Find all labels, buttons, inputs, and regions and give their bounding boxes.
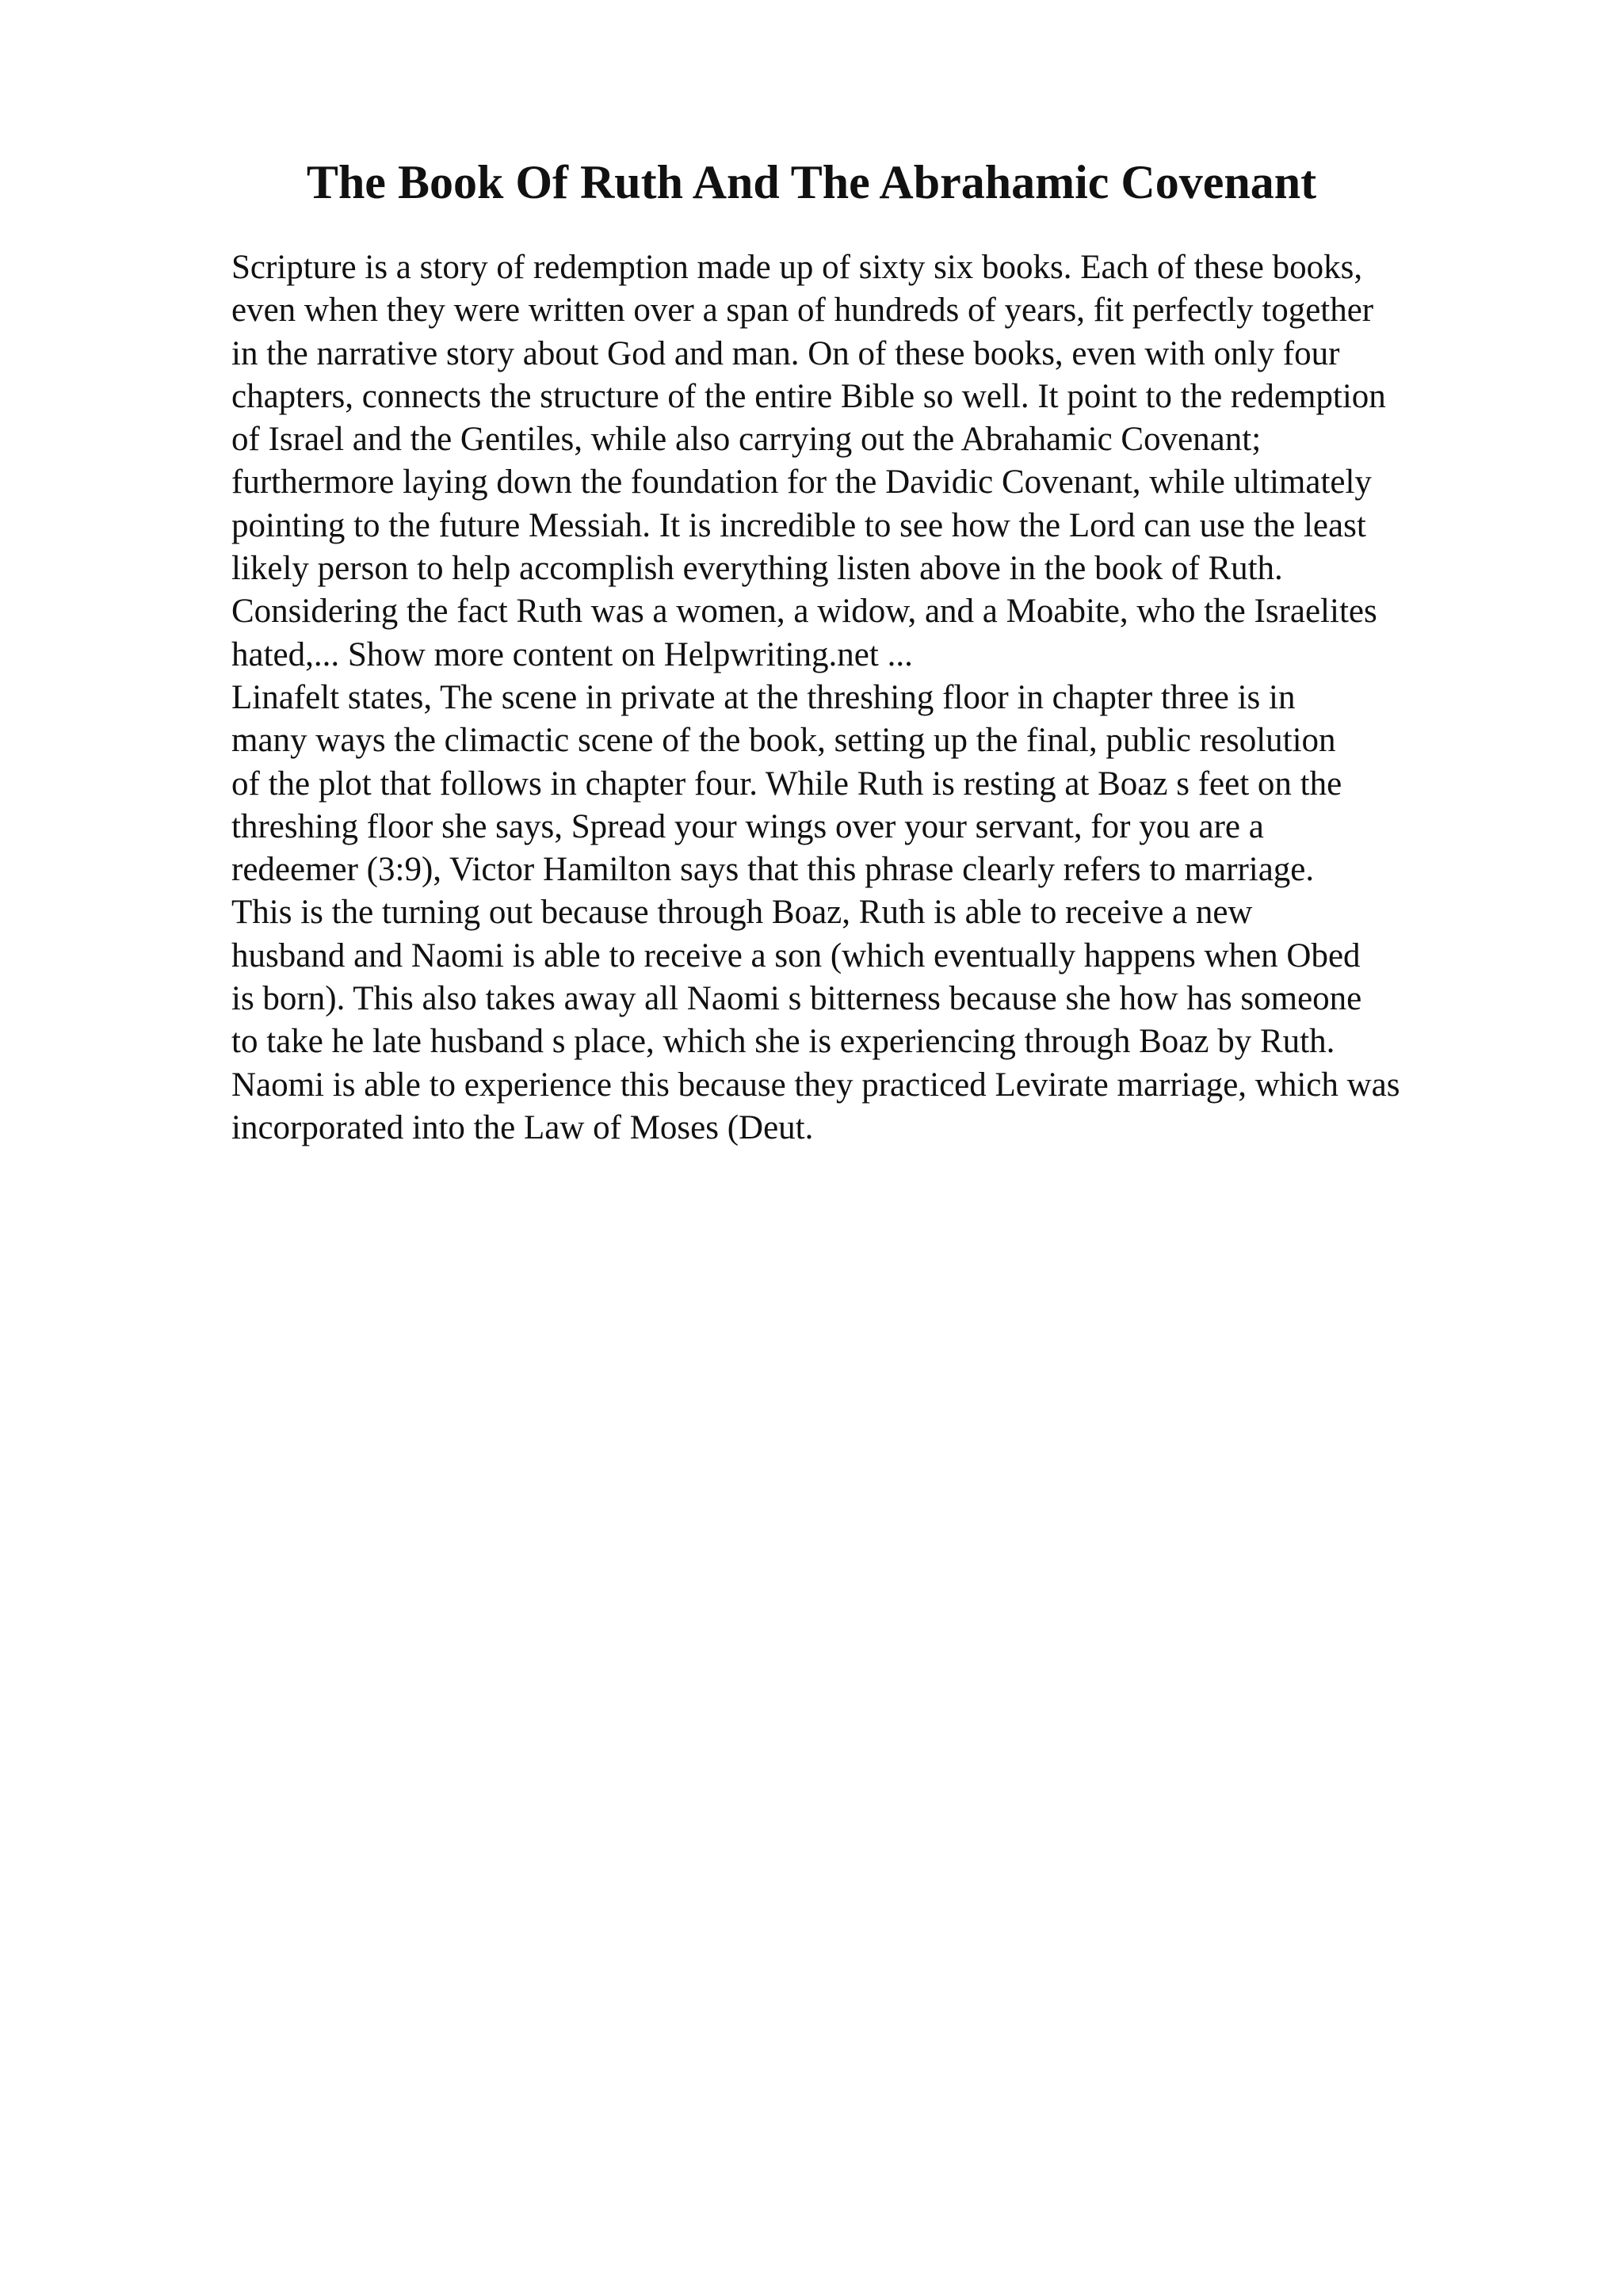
body-line: to take he late husband s place, which she is experiencing through Boaz by Ruth. xyxy=(231,1023,1335,1061)
body-line: incorporated into the Law of Moses (Deut. xyxy=(231,1108,814,1146)
body-line: threshing floor she says, Spread your wings over your servant, for you are a xyxy=(231,807,1264,845)
body-line: Naomi is able to experience this because they practiced Levirate marriage, which was xyxy=(231,1066,1400,1104)
body-line: This is the turning out because through Boaz, Ruth is able to receive a new xyxy=(231,894,1253,932)
body-line: furthermore laying down the foundation for the Davidic Covenant, while ultimately xyxy=(231,463,1372,502)
body-line: likely person to help accomplish everything listen above in the book of Ruth. xyxy=(231,550,1283,588)
body-line: in the narrative story about God and man. On of these books, even with only four xyxy=(231,334,1340,372)
body-line: chapters, connects the structure of the entire Bible so well. It point to the redemption xyxy=(231,377,1386,415)
document-body xyxy=(231,246,1579,1150)
body-line: Scripture is a story of redemption made up of sixty six books. Each of these books, xyxy=(231,249,1363,286)
body-line: pointing to the future Messiah. It is incredible to see how the Lord can use the least xyxy=(231,506,1366,544)
body-line: hated,... Show more content on Helpwriting.net ... xyxy=(231,635,913,673)
body-line: even when they were written over a span of hundreds of years, fit perfectly together xyxy=(231,292,1374,330)
body-line: many ways the climactic scene of the book, setting up the final, public resolution xyxy=(231,722,1336,760)
body-line: redeemer (3:9), Victor Hamilton says that this phrase clearly refers to marriage. xyxy=(231,851,1315,889)
body-line: of the plot that follows in chapter four. While Ruth is resting at Boaz s feet on the xyxy=(231,765,1342,803)
body-line: husband and Naomi is able to receive a son (which eventually happens when Obed xyxy=(231,936,1361,974)
body-line: is born). This also takes away all Naomi s bitterness because she how has someone xyxy=(231,980,1362,1018)
body-line: Considering the fact Ruth was a women, a widow, and a Moabite, who the Israelites xyxy=(231,593,1377,631)
body-line: of Israel and the Gentiles, while also carrying out the Abrahamic Covenant; xyxy=(231,421,1262,459)
document-title: The Book Of Ruth And The Abrahamic Covenant xyxy=(306,156,1317,208)
body-line: Linafelt states, The scene in private at the threshing floor in chapter three is in xyxy=(231,678,1296,716)
